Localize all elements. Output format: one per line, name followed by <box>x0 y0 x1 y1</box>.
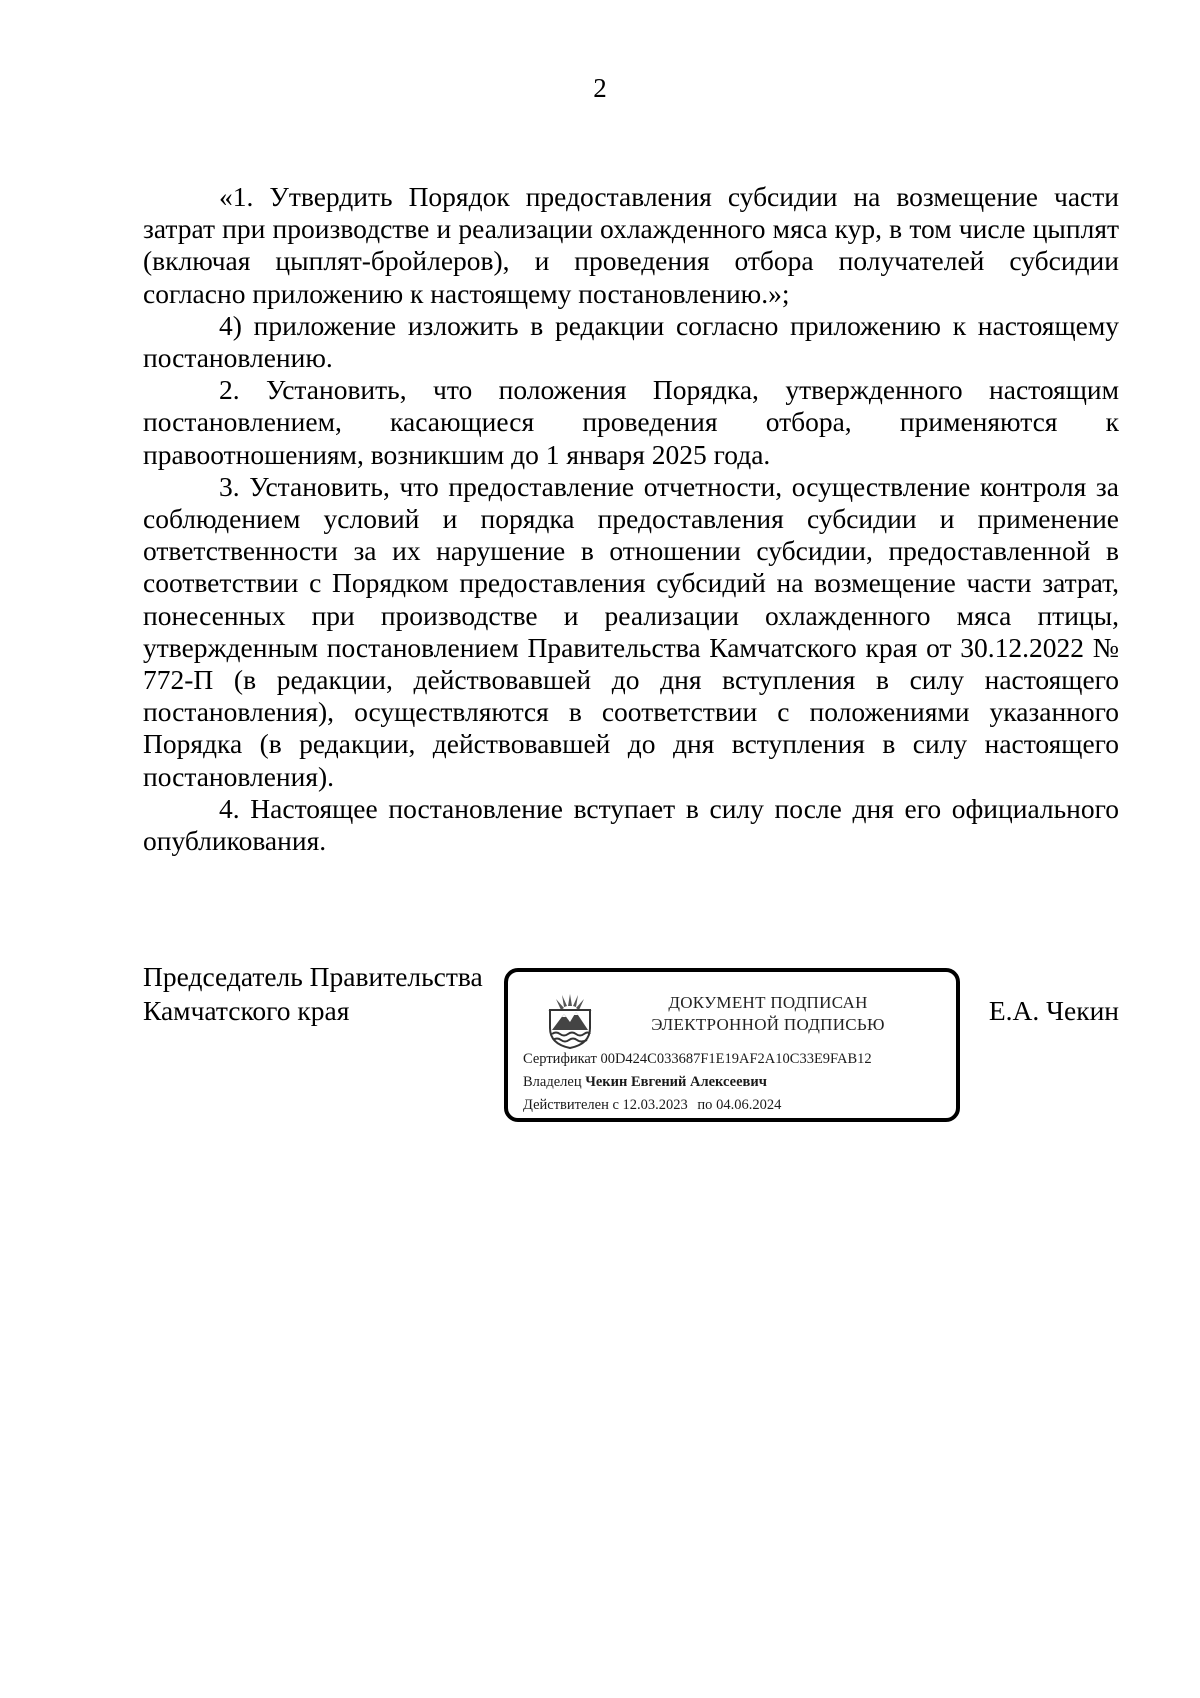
stamp-valid-label: Действителен <box>523 1097 609 1113</box>
stamp-heading-line1: ДОКУМЕНТ ПОДПИСАН <box>668 993 868 1012</box>
kamchatka-coat-of-arms-icon <box>542 990 598 1050</box>
paragraph-approve-procedure: «1. Утвердить Порядок предоставления субсидии на возмещение части затрат при производстве и реализации охлажденного мяса кур, в том числе цыплят (включая цыплят-бройлеров), и проведения отбора получателей субсидии согласно приложению к настоящему постановлению.»; <box>143 181 1119 309</box>
stamp-certificate-label: Сертификат <box>523 1051 597 1067</box>
signer-title <box>143 960 483 1028</box>
signer-title-line2: Камчатского края <box>143 995 350 1026</box>
stamp-valid-from-label: с <box>612 1097 619 1113</box>
document-body <box>143 181 1119 857</box>
paragraph-selection-provisions: 2. Установить, что положения Порядка, утвержденного настоящим постановлением, касающиеся проведения отбора, применяются к правоотношениям, возникшим до 1 января 2025 года. <box>143 374 1119 470</box>
stamp-certificate-value: 00D424C033687F1E19AF2A10C33E9FAB12 <box>600 1051 872 1067</box>
stamp-owner-label: Владелец <box>523 1074 582 1090</box>
stamp-heading <box>618 992 918 1036</box>
stamp-valid-from: 12.03.2023 <box>622 1097 688 1113</box>
paragraph-reporting-control: 3. Установить, что предоставление отчетности, осуществление контроля за соблюдением условий и порядка предоставления субсидии и применение ответственности за их нарушение в отношении субсидии, предоставленной в соответствии с Порядком предоставления субсидий на возмещение части затрат, понесенных при производстве и реализации охлажденного мяса птицы, утвержденным постановлением Правительства Камчатского края от 30.12.2022 № 772-П (в редакции, действовавшей до дня вступления в силу настоящего постановления), осуществляются в соответствии с положениями указанного Порядка (в редакции, действовавшей до дня вступления в силу настоящего постановления). <box>143 470 1119 792</box>
paragraph-appendix-edition: 4) приложение изложить в редакции согласно приложению к настоящему постановлению. <box>143 309 1119 374</box>
stamp-valid-to-label: по <box>697 1097 713 1113</box>
paragraph-entry-into-force: 4. Настоящее постановление вступает в силу после дня его официального опубликования. <box>143 792 1119 857</box>
page-number: 2 <box>593 73 607 103</box>
stamp-valid-to: 04.06.2024 <box>716 1097 782 1113</box>
stamp-owner-value: Чекин Евгений Алексеевич <box>585 1074 767 1090</box>
electronic-signature-stamp <box>504 968 960 1122</box>
signer-title-line1: Председатель Правительства <box>143 961 483 992</box>
stamp-validity <box>523 1096 781 1114</box>
stamp-owner <box>523 1073 767 1091</box>
signer-name: Е.А. Чекин <box>988 995 1119 1026</box>
stamp-heading-line2: ЭЛЕКТРОННОЙ ПОДПИСЬЮ <box>651 1015 885 1034</box>
stamp-certificate <box>523 1050 872 1068</box>
